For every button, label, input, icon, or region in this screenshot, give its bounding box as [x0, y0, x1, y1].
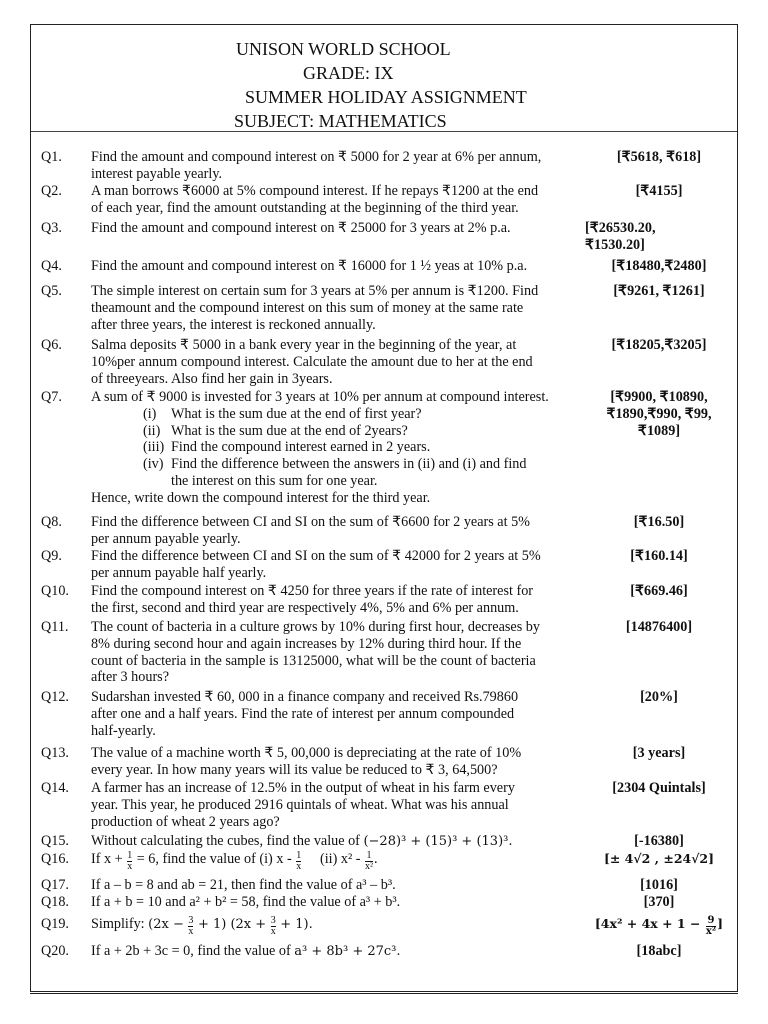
question-line: half-yearly.	[91, 722, 156, 739]
question-number: Q15.	[41, 833, 69, 849]
fraction-numerator: 1	[296, 850, 302, 861]
question-text	[91, 337, 579, 387]
sub-question	[91, 456, 579, 473]
question-number: Q17.	[41, 877, 69, 893]
question-number: Q12.	[41, 689, 69, 705]
question-line: Find the amount and compound interest on ₹ 5000 for 2 year at 6% per annum,	[91, 149, 542, 165]
question-line: A man borrows ₹6000 at 5% compound interest. If he repays ₹1200 at the end	[91, 183, 539, 199]
fraction-denominator: x	[127, 861, 133, 872]
sub-question-text: Find the difference between the answers in (ii) and (i) and find	[171, 456, 527, 473]
answer: [₹160.14]	[630, 548, 688, 564]
question-number: Q13.	[41, 745, 69, 761]
question-number: Q5.	[41, 283, 62, 299]
question-text	[91, 183, 579, 217]
answer: [20%]	[640, 689, 678, 705]
question-line: The simple interest on certain sum for 3 years at 5% per annum is ₹1200. Find	[91, 283, 539, 299]
math-expression: + 1).	[280, 917, 313, 932]
question-text	[91, 745, 579, 779]
answer: [₹9261, ₹1261]	[613, 283, 705, 299]
question-number: Q2.	[41, 183, 62, 199]
answer-line: ₹1890,₹990, ₹99,	[606, 405, 712, 422]
answer	[579, 220, 745, 254]
fraction-numerator: 1	[366, 850, 372, 861]
sub-question-number: (i)	[143, 405, 157, 422]
answer: [₹5618, ₹618]	[616, 149, 702, 165]
question-text: If x + $\frac{1}{x}$ = 6, find the value of (i) x - $\frac{1}{x}$ (ii) x² - $\frac{1}{\text{x²}}$ .	[91, 850, 378, 872]
fraction-denominator: x	[296, 861, 302, 872]
question-number: Q9.	[41, 548, 62, 564]
math-expression: (−28)³ + (15)³ + (13)³.	[363, 834, 513, 849]
question-line: the first, second and third year are respectively 4%, 5% and 6% per annum.	[91, 599, 519, 616]
fraction	[706, 916, 716, 937]
question-number: Q20.	[41, 943, 69, 959]
question-line: Sudarshan invested ₹ 60, 000 in a finance company and received Rs.79860	[91, 689, 519, 705]
answer: [14876400]	[625, 619, 693, 635]
subject: SUBJECT: MATHEMATICS	[234, 111, 447, 131]
answer: [₹669.46]	[630, 583, 688, 599]
question-line: If a + 2b + 3c = 0, find the value of	[91, 943, 291, 959]
question-line: per annum payable yearly.	[91, 530, 241, 547]
answer-line: ₹1530.20]	[585, 236, 645, 253]
answer: [± 4√2 , ±24√2]	[603, 851, 715, 866]
question-line: after three years, the interest is reckoned annually.	[91, 316, 376, 333]
question-text	[91, 258, 579, 275]
question-text	[91, 220, 579, 237]
fraction-denominator: x²	[365, 861, 374, 872]
question-line: Simplify:	[91, 916, 145, 932]
question-line: Salma deposits ₹ 5000 in a bank every year in the beginning of the year, at	[91, 337, 517, 353]
question-number: Q7.	[41, 389, 62, 405]
page-bottom-border	[30, 990, 738, 994]
question-text	[91, 149, 579, 183]
answer-expression: [4x² + 4x + 1 −	[594, 916, 701, 931]
question-text	[91, 916, 579, 937]
question-line: every year. In how many years will its value be reduced to ₹ 3, 64,500?	[91, 761, 498, 778]
question-number: Q3.	[41, 220, 62, 236]
fraction-numerator: 3	[270, 915, 276, 926]
question-text	[91, 619, 579, 686]
question-text	[91, 389, 579, 507]
fraction	[188, 916, 193, 937]
question-line: theamount and the compound interest on this sum of money at the same rate	[91, 299, 524, 316]
answer: [₹16.50]	[633, 514, 685, 530]
grade: GRADE: IX	[303, 63, 394, 83]
fraction-denominator: x²	[705, 926, 717, 937]
sub-question-text: Find the compound interest earned in 2 years.	[171, 439, 431, 456]
question-line: count of bacteria in the sample is 13125000, what will be the count of bacteria	[91, 652, 536, 669]
sub-question-number: (iv)	[143, 456, 164, 473]
header-divider	[31, 131, 737, 132]
answer	[579, 389, 739, 439]
fraction-numerator: 9	[707, 915, 715, 926]
question-line: Find the amount and compound interest on ₹ 16000 for 1 ½ yeas at 10% p.a.	[91, 258, 528, 274]
question-line: Without calculating the cubes, find the value of	[91, 833, 360, 849]
sub-question-text: What is the sum due at the end of 2years?	[171, 422, 408, 439]
question-line: 8% during second hour and again increases by 12% during third hour. If the	[91, 635, 522, 652]
answer: [2304 Quintals]	[612, 780, 706, 796]
fraction	[127, 851, 132, 872]
answer-line: [₹26530.20,	[585, 220, 656, 236]
question-number: Q6.	[41, 337, 62, 353]
question-text	[91, 833, 579, 851]
sub-question	[91, 439, 579, 456]
sub-question	[91, 406, 579, 423]
question-text	[91, 689, 579, 739]
sub-question	[91, 423, 579, 440]
math-expression: (2x −	[148, 917, 184, 932]
question-line: The count of bacteria in a culture grows by 10% during first hour, decreases by	[91, 619, 540, 635]
question-line: (ii) x² -	[319, 851, 361, 867]
fraction-denominator: x	[188, 926, 194, 937]
question-number: Q4.	[41, 258, 62, 274]
question-line: Find the difference between CI and SI on the sum of ₹6600 for 2 years at 5%	[91, 514, 531, 530]
fraction	[296, 851, 301, 872]
question-line: = 6, find the value of (i) x -	[136, 851, 292, 867]
fraction-numerator: 1	[127, 850, 133, 861]
answer: [3 years]	[632, 745, 686, 761]
question-line: of each year, find the amount outstanding at the beginning of the third year.	[91, 199, 519, 216]
question-text	[91, 514, 579, 548]
answer-expression: ]	[717, 916, 724, 931]
math-expression: + 1) (2x +	[197, 917, 267, 932]
question-text: If a – b = 8 and ab = 21, then find the value of a³ – b³.	[91, 877, 396, 893]
question-number: Q8.	[41, 514, 62, 530]
question-line: interest payable yearly.	[91, 165, 223, 182]
assignment-title: SUMMER HOLIDAY ASSIGNMENT	[245, 87, 527, 107]
question-line: per annum payable half yearly.	[91, 564, 267, 581]
question-line: after one and a half years. Find the rate of interest per annum compounded	[91, 705, 515, 722]
answer: [₹18480,₹2480]	[611, 258, 707, 274]
answer: [1016]	[640, 877, 678, 893]
question-line: year. This year, he produced 2916 quintals of wheat. What was his annual	[91, 796, 509, 813]
answer: [₹4155]	[635, 183, 683, 199]
question-line: Find the difference between CI and SI on the sum of ₹ 42000 for 2 years at 5%	[91, 548, 541, 564]
question-number: Q10.	[41, 583, 69, 599]
question-text	[91, 943, 579, 961]
question-number: Q1.	[41, 149, 62, 165]
question-line: Find the compound interest on ₹ 4250 for three years if the rate of interest for	[91, 583, 534, 599]
question-line: If x +	[91, 851, 123, 867]
math-expression: a³ + 8b³ + 27c³.	[294, 944, 401, 959]
question-line: 10%per annum compound interest. Calculate the amount due to her at the end	[91, 353, 533, 370]
question-text	[91, 548, 579, 582]
question-number: Q18.	[41, 894, 69, 910]
question-number: Q14.	[41, 780, 69, 796]
question-line: The value of a machine worth ₹ 5, 00,000 is depreciating at the rate of 10%	[91, 745, 522, 761]
header	[31, 37, 737, 133]
assignment-page	[30, 24, 738, 992]
question-line: Find the amount and compound interest on ₹ 25000 for 3 years at 2% p.a.	[91, 220, 511, 236]
answer: [370]	[643, 894, 675, 910]
question-line: A farmer has an increase of 12.5% in the output of wheat in his farm every	[91, 780, 515, 796]
answer: [18abc]	[636, 943, 682, 959]
question-line: production of wheat 2 years ago?	[91, 813, 280, 830]
answer-line: ₹1089]	[637, 422, 681, 439]
answer-line: [₹9900, ₹10890,	[610, 389, 708, 405]
question-text	[91, 780, 579, 830]
school-name: UNISON WORLD SCHOOL	[236, 39, 451, 59]
question-text: If a + b = 10 and a² + b² = 58, find the value of a³ + b³.	[91, 894, 401, 910]
question-text	[91, 583, 579, 617]
fraction-numerator: 3	[188, 915, 194, 926]
question-number: Q16.	[41, 851, 69, 867]
answer: [₹18205,₹3205]	[611, 337, 707, 353]
question-line: after 3 hours?	[91, 669, 169, 686]
question-closing: Hence, write down the compound interest for the third year.	[91, 489, 431, 506]
fraction-denominator: x	[270, 926, 276, 937]
question-line: A sum of ₹ 9000 is invested for 3 years at 10% per annum at compound interest.	[91, 389, 549, 405]
sub-question-number: (iii)	[143, 439, 165, 456]
question-line: of threeyears. Also find her gain in 3years.	[91, 370, 333, 387]
sub-question-continuation: the interest on this sum for one year.	[171, 472, 378, 489]
answer: [-16380]	[634, 833, 684, 849]
question-number: Q19.	[41, 916, 69, 932]
fraction	[365, 851, 373, 872]
fraction	[271, 916, 276, 937]
answer	[579, 916, 739, 937]
sub-question-number: (ii)	[143, 422, 161, 439]
question-number: Q11.	[41, 619, 69, 635]
sub-question-text: What is the sum due at the end of first year?	[171, 405, 422, 422]
question-text	[91, 283, 579, 333]
